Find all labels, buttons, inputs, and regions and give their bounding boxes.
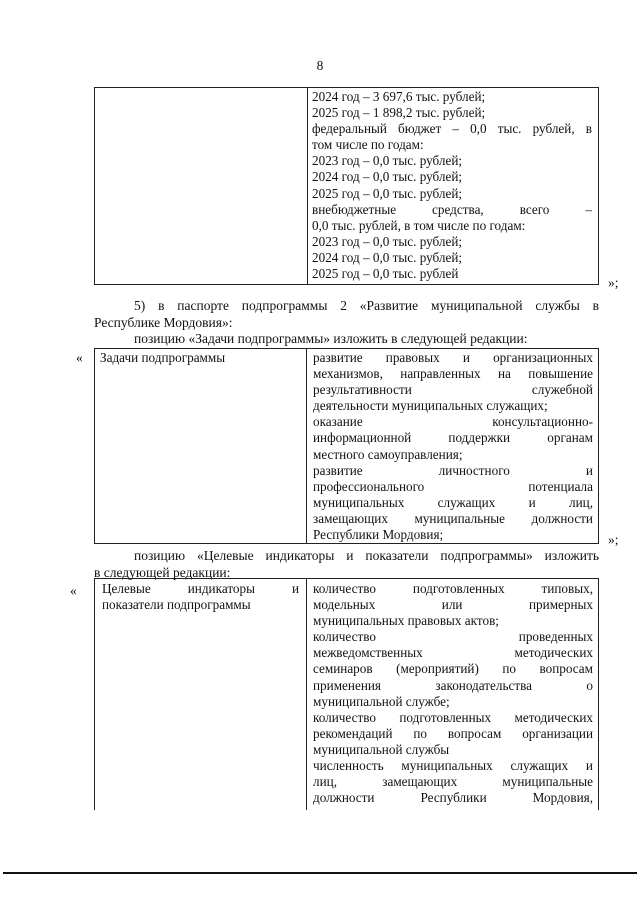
indicators-line: должности Республики Мордовия, bbox=[313, 790, 593, 806]
indicators-label: показатели подпрограммы bbox=[102, 597, 251, 613]
financing-line: 2025 год – 1 898,2 тыс. рублей; bbox=[312, 105, 486, 121]
financing-line: том числе по годам: bbox=[312, 137, 424, 153]
indicators-line: муниципальных правовых актов; bbox=[313, 613, 499, 629]
table2-close-mark: »; bbox=[608, 532, 619, 547]
financing-line: федеральный бюджет – 0,0 тыс. рублей, в bbox=[312, 121, 592, 137]
paragraph-line: в следующей редакции: bbox=[94, 564, 231, 580]
financing-line: 2025 год – 0,0 тыс. рублей; bbox=[312, 185, 463, 201]
tasks-line: Республики Мордовия; bbox=[313, 527, 444, 543]
indicators-line: межведомственных методических bbox=[313, 645, 593, 661]
table1-close-mark: »; bbox=[608, 275, 619, 290]
financing-line: 0,0 тыс. рублей, в том числе по годам: bbox=[312, 217, 526, 233]
tasks-table bbox=[94, 348, 599, 544]
indicators-line: модельных или примерных bbox=[313, 597, 593, 613]
tasks-value-cell bbox=[307, 349, 598, 543]
indicators-line: рекомендаций по вопросам организации bbox=[313, 725, 593, 741]
indicators-line: применения законодательства о bbox=[313, 677, 593, 693]
page-bottom-rule bbox=[3, 872, 637, 874]
financing-line: 2023 год – 0,0 тыс. рублей; bbox=[312, 233, 463, 249]
financing-line: 2024 год – 0,0 тыс. рублей; bbox=[312, 169, 463, 185]
tasks-line: деятельности муниципальных служащих; bbox=[313, 398, 548, 414]
financing-value-cell bbox=[308, 88, 598, 284]
page-number: 8 bbox=[316, 58, 324, 73]
tasks-line: местного самоуправления; bbox=[313, 446, 463, 462]
indicators-label: Целевые индикаторы и bbox=[102, 581, 299, 596]
paragraph-indicators-instruction bbox=[94, 548, 599, 581]
tasks-line: развитие правовых и организационных bbox=[313, 350, 593, 365]
tasks-line: оказание консультационно- bbox=[313, 414, 593, 430]
indicators-line: количество подготовленных методических bbox=[313, 709, 593, 725]
tasks-line: результативности служебной bbox=[313, 382, 593, 398]
paragraph-line: 5) в паспорте подпрограммы 2 «Развитие муниципальной службы в bbox=[134, 298, 599, 313]
tasks-line: замещающих муниципальные должности bbox=[313, 510, 593, 526]
paragraph-line: Республике Мордовия»: bbox=[94, 314, 233, 330]
financing-line: внебюджетные средства, всего – bbox=[312, 201, 592, 217]
indicators-line: семинаров (мероприятий) по вопросам bbox=[313, 661, 593, 677]
table2-open-mark: « bbox=[76, 350, 83, 365]
indicators-table bbox=[94, 578, 599, 810]
tasks-line: муниципальных служащих и лиц, bbox=[313, 494, 593, 510]
financing-table bbox=[94, 87, 599, 285]
tasks-label: Задачи подпрограммы bbox=[100, 350, 226, 365]
tasks-line: информационной поддержки органам bbox=[313, 430, 593, 446]
financing-line: 2025 год – 0,0 тыс. рублей bbox=[312, 266, 459, 282]
financing-line: 2023 год – 0,0 тыс. рублей; bbox=[312, 153, 463, 169]
paragraph-tasks-instruction: позицию «Задачи подпрограммы» изложить в следующей редакции: bbox=[134, 331, 528, 346]
indicators-value-cell bbox=[307, 579, 598, 810]
indicators-label-cell bbox=[95, 579, 307, 810]
indicators-line: численность муниципальных служащих и bbox=[313, 758, 593, 774]
financing-label-cell bbox=[95, 88, 308, 284]
financing-line: 2024 год – 3 697,6 тыс. рублей; bbox=[312, 89, 486, 104]
indicators-line: количество подготовленных типовых, bbox=[313, 581, 593, 596]
indicators-line: лиц, замещающих муниципальные bbox=[313, 774, 593, 790]
indicators-line: муниципальной службы bbox=[313, 741, 450, 757]
tasks-line: профессионального потенциала bbox=[313, 478, 593, 494]
paragraph-line: позицию «Целевые индикаторы и показатели подпрограммы» изложить bbox=[134, 548, 599, 563]
tasks-label-cell bbox=[95, 349, 307, 543]
indicators-line: муниципальной службе; bbox=[313, 693, 450, 709]
paragraph-item-5 bbox=[94, 298, 599, 331]
financing-line: 2024 год – 0,0 тыс. рублей; bbox=[312, 249, 463, 265]
indicators-line: количество проведенных bbox=[313, 629, 593, 645]
table3-open-mark: « bbox=[70, 583, 77, 598]
tasks-line: механизмов, направленных на повышение bbox=[313, 366, 593, 382]
tasks-line: развитие личностного и bbox=[313, 462, 593, 478]
